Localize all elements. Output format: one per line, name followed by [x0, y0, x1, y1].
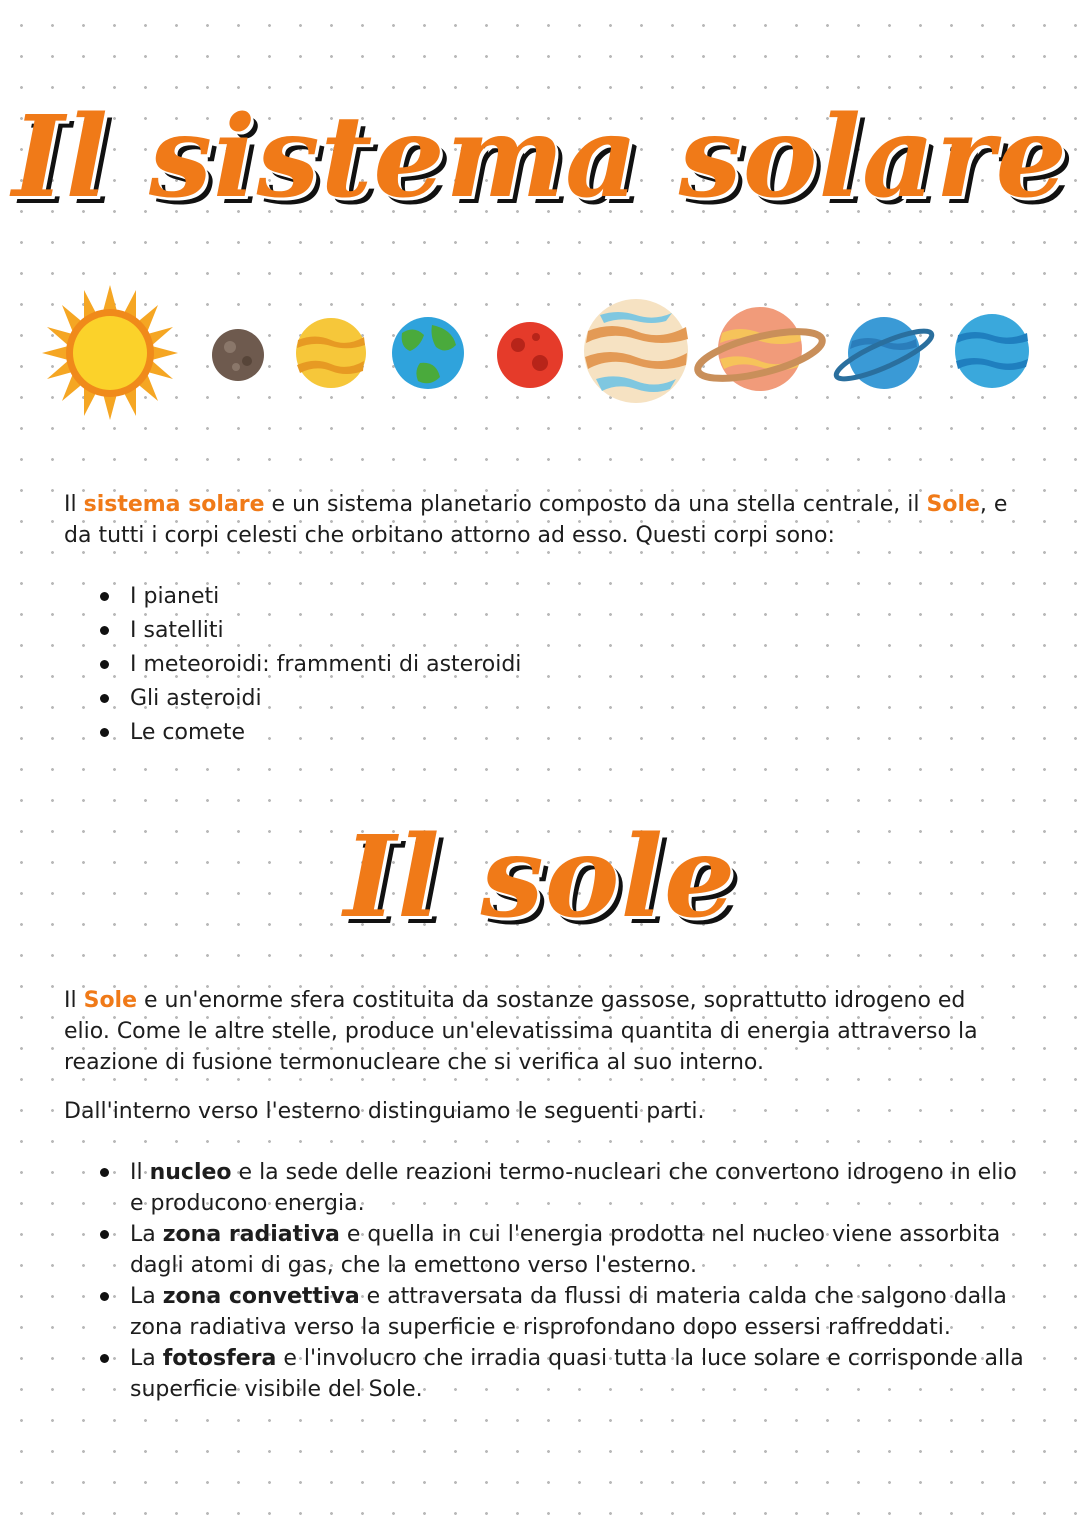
list-item: Gli asteroidi	[96, 682, 796, 716]
parts-intro: Dall'interno verso l'esterno distinguiamo le seguenti parti.	[64, 1099, 705, 1124]
saturn-icon	[694, 307, 827, 391]
mars-icon	[497, 322, 563, 388]
term: zona radiativa	[162, 1222, 340, 1247]
term: nucleo	[149, 1160, 232, 1185]
neptune-icon	[955, 314, 1029, 388]
list-item: La fotosfera e l'involucro che irradia quasi tutta la luce solare e corrisponde alla superficie visibile del Sole.	[96, 1343, 1026, 1405]
section-title: Il sole	[343, 812, 737, 943]
highlight-term: sistema solare	[83, 492, 265, 517]
sun-icon	[42, 285, 178, 420]
list-item: I meteoroidi: frammenti di asteroidi	[96, 648, 796, 682]
list-item: I pianeti	[96, 580, 796, 614]
mercury-icon	[212, 329, 264, 381]
list-item: La zona radiativa e quella in cui l'energia prodotta nel nucleo viene assorbita dagli atomi di gas, che la emettono verso l'esterno.	[96, 1219, 1026, 1281]
page-title: Il sistema solare	[12, 92, 1068, 223]
venus-icon	[296, 318, 366, 388]
uranus-icon	[832, 317, 937, 389]
bodies-list	[96, 580, 796, 750]
intro-paragraph: Il sistema solare e un sistema planetario composto da una stella centrale, il Sole, e da tutti i corpi celesti che orbitano attorno ad esso. Questi corpi sono:	[64, 492, 1008, 548]
list-item: I satelliti	[96, 614, 796, 648]
highlight-term: Sole	[926, 492, 980, 517]
sun-parts-list	[96, 1157, 1026, 1405]
solar-system-illustration	[0, 285, 1080, 435]
list-item: Il nucleo e la sede delle reazioni termo-nucleari che convertono idrogeno in elio e producono energia.	[96, 1157, 1026, 1219]
list-item: Le comete	[96, 716, 796, 750]
term: fotosfera	[162, 1346, 277, 1371]
jupiter-icon	[584, 299, 688, 403]
term: zona convettiva	[162, 1284, 360, 1309]
sole-paragraph: Il Sole e un'enorme sfera costituita da sostanze gassose, soprattutto idrogeno ed elio. Come le altre stelle, produce un'elevatissima quantita di energia attraverso la reazione di fusione termonucleare che si verifica al suo interno.	[64, 988, 978, 1075]
list-item: La zona convettiva e attraversata da flussi di materia calda che salgono dalla zona radiativa verso la superficie e risprofondano dopo essersi raffreddati.	[96, 1281, 1026, 1343]
earth-icon	[392, 317, 464, 389]
highlight-term: Sole	[83, 988, 138, 1013]
